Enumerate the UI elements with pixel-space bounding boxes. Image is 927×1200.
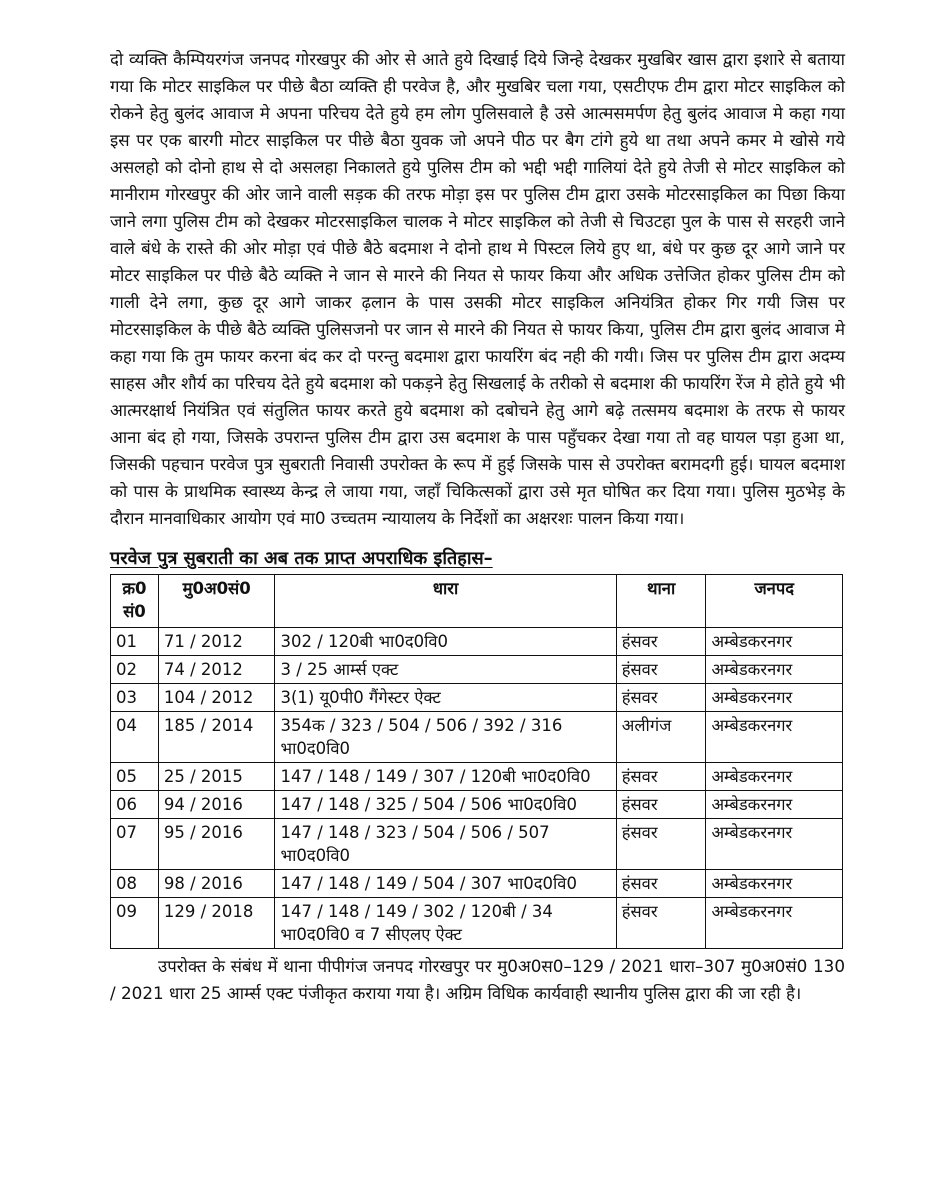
header-district: जनपद: [706, 575, 843, 628]
cell-police-station: हंसवर: [616, 763, 706, 791]
cell-serial: 07: [111, 819, 159, 870]
cell-police-station: हंसवर: [616, 791, 706, 819]
cell-police-station: हंसवर: [616, 628, 706, 656]
cell-case-number: 98 / 2016: [158, 870, 275, 898]
history-heading: परवेज पुत्र सुबराती का अब तक प्राप्त अपराधिक इतिहास–: [110, 548, 493, 569]
cell-serial: 06: [111, 791, 159, 819]
header-section: धारा: [275, 575, 616, 628]
cell-district: अम्बेडकरनगर: [706, 791, 843, 819]
cell-section: 302 / 120बी भा0द0वि0: [275, 628, 616, 656]
cell-case-number: 74 / 2012: [158, 656, 275, 684]
cell-section: 3 / 25 आर्म्स एक्ट: [275, 656, 616, 684]
table-row: [111, 819, 843, 870]
cell-case-number: 25 / 2015: [158, 763, 275, 791]
table-row: [111, 712, 843, 763]
cell-section: 3(1) यू0पी0 गैंगेस्टर ऐक्ट: [275, 684, 616, 712]
cell-district: अम्बेडकरनगर: [706, 712, 843, 763]
cell-serial: 08: [111, 870, 159, 898]
cell-serial: 05: [111, 763, 159, 791]
cell-police-station: हंसवर: [616, 819, 706, 870]
table-row: [111, 763, 843, 791]
table-row: [111, 898, 843, 949]
cell-district: अम्बेडकरनगर: [706, 656, 843, 684]
cell-police-station: हंसवर: [616, 656, 706, 684]
cell-serial: 01: [111, 628, 159, 656]
cell-district: अम्बेडकरनगर: [706, 763, 843, 791]
table-row: [111, 656, 843, 684]
header-police-station: थाना: [616, 575, 706, 628]
cell-case-number: 104 / 2012: [158, 684, 275, 712]
table-row: [111, 684, 843, 712]
cell-case-number: 95 / 2016: [158, 819, 275, 870]
cell-serial: 03: [111, 684, 159, 712]
cell-case-number: 129 / 2018: [158, 898, 275, 949]
body-paragraph: दो व्यक्ति कैम्पियरगंज जनपद गोरखपुर की ओर से आते हुये दिखाई दिये जिन्हे देखकर मुखबिर खास द्वारा इशारे से बताया गया कि मोटर साइकिल पर पीछे बैठा व्यक्ति ही परवेज है, और मुखबिर चला गया, एसटीएफ टीम द्वारा मोटर साइकिल को रोकने हेतु बुलंद आवाज मे अपना परिचय देते हुये हम लोग पुलिसवाले है उसे आत्मसमर्पण हेतु बुलंद आवाज मे कहा गया इस पर एक बारगी मोटर साइकिल पर पीछे बैठा युवक जो अपने पीठ पर बैग टांगे हुये था तथा अपने कमर मे खोसे गये असलहो को दोनो हाथ से दो असलहा निकालते हुये पुलिस टीम को भद्दी भद्दी गालियां देते हुये तेजी से मोटर साइकिल को मानीराम गोरखपुर की ओर जाने वाली सड़क की तरफ मोड़ा इस पर पुलिस टीम द्वारा उसके मोटरसाइकिल का पिछा किया जाने लगा पुलिस टीम को देखकर मोटरसाइकिल चालक ने मोटर साइकिल को तेजी से चिउटहा पुल के पास से सरहरी जाने वाले बंधे के रास्ते की ओर मोड़ा एवं पीछे बैठे बदमाश ने दोनो हाथ मे पिस्टल लिये हुए था, बंधे पर कुछ दूर आगे जाने पर मोटर साइकिल पर पीछे बैठे व्यक्ति ने जान से मारने की नियत से फायर किया और अधिक उत्तेजित होकर पुलिस टीम को गाली देने लगा, कुछ दूर आगे जाकर ढ़लान के पास उसकी मोटर साइकिल अनियंत्रित होकर गिर गयी जिस पर मोटरसाइकिल के पीछे बैठे व्यक्ति पुलिसजनो पर जान से मारने की नियत से फायर किया, पुलिस टीम द्वारा बुलंद आवाज मे कहा गया कि तुम फायर करना बंद कर दो परन्तु बदमाश द्वारा फायरिंग बंद नही की गयी। जिस पर पुलिस टीम द्वारा अदम्य साहस और शौर्य का परिचय देते हुये बदमाश को पकड़ने हेतु सिखलाई के तरीको से बदमाश की फायरिंग रेंज मे होते हुये भी आत्मरक्षार्थ नियंत्रित एवं संतुलित फायर करते हुये बदमाश को दबोचने हेतु आगे बढ़े तत्समय बदमाश के तरफ से फायर आना बंद हो गया, जिसके उपरान्त पुलिस टीम द्वारा उस बदमाश के पास पहुँचकर देखा गया तो वह घायल पड़ा हुआ था, जिसकी पहचान परवेज पुत्र सुबराती निवासी उपरोक्त के रूप में हुई जिसके पास से उपरोक्त बरामदगी हुई। घायल बदमाश को पास के प्राथमिक स्वास्थ्य केन्द्र ले जाया गया, जहॉं चिकित्सकों द्वारा उसे मृत घोषित कर दिया गया। पुलिस मुठभेड़ के दौरान मानवाधिकार आयोग एवं मा0 उच्चतम न्यायालय के निर्देशों का अक्षरशः पालन किया गया।: [110, 49, 845, 528]
cell-case-number: 185 / 2014: [158, 712, 275, 763]
cell-district: अम्बेडकरनगर: [706, 628, 843, 656]
header-serial: क्र0 सं0: [111, 575, 159, 628]
table-row: [111, 791, 843, 819]
cell-section: 147 / 148 / 149 / 504 / 307 भा0द0वि0: [275, 870, 616, 898]
criminal-history-table: [110, 574, 843, 949]
document-page: [110, 46, 845, 1007]
cell-serial: 02: [111, 656, 159, 684]
header-case-number: मु0अ0सं0: [158, 575, 275, 628]
table-row: [111, 628, 843, 656]
cell-district: अम्बेडकरनगर: [706, 870, 843, 898]
cell-section: 147 / 148 / 149 / 307 / 120बी भा0द0वि0: [275, 763, 616, 791]
cell-section: 147 / 148 / 325 / 504 / 506 भा0द0वि0: [275, 791, 616, 819]
table-row: [111, 870, 843, 898]
cell-district: अम्बेडकरनगर: [706, 898, 843, 949]
cell-section: 147 / 148 / 323 / 504 / 506 / 507 भा0द0वि0: [275, 819, 616, 870]
cell-police-station: हंसवर: [616, 870, 706, 898]
cell-district: अम्बेडकरनगर: [706, 684, 843, 712]
cell-police-station: हंसवर: [616, 684, 706, 712]
cell-serial: 04: [111, 712, 159, 763]
cell-district: अम्बेडकरनगर: [706, 819, 843, 870]
cell-case-number: 71 / 2012: [158, 628, 275, 656]
cell-serial: 09: [111, 898, 159, 949]
cell-police-station: हंसवर: [616, 898, 706, 949]
cell-police-station: अलीगंज: [616, 712, 706, 763]
footer-paragraph: उपरोक्त के संबंध में थाना पीपीगंज जनपद गोरखपुर पर मु0अ0स0–129 / 2021 धारा–307 मु0अ0सं0 130 / 2021 धारा 25 आर्म्स एक्ट पंजीकृत कराया गया है। अग्रिम विधिक कार्यवाही स्थानीय पुलिस द्वारा की जा रही है।: [110, 956, 845, 1003]
table-header-row: [111, 575, 843, 628]
cell-case-number: 94 / 2016: [158, 791, 275, 819]
cell-section: 354क / 323 / 504 / 506 / 392 / 316 भा0द0वि0: [275, 712, 616, 763]
cell-section: 147 / 148 / 149 / 302 / 120बी / 34 भा0द0वि0 व 7 सीएलए ऐक्ट: [275, 898, 616, 949]
